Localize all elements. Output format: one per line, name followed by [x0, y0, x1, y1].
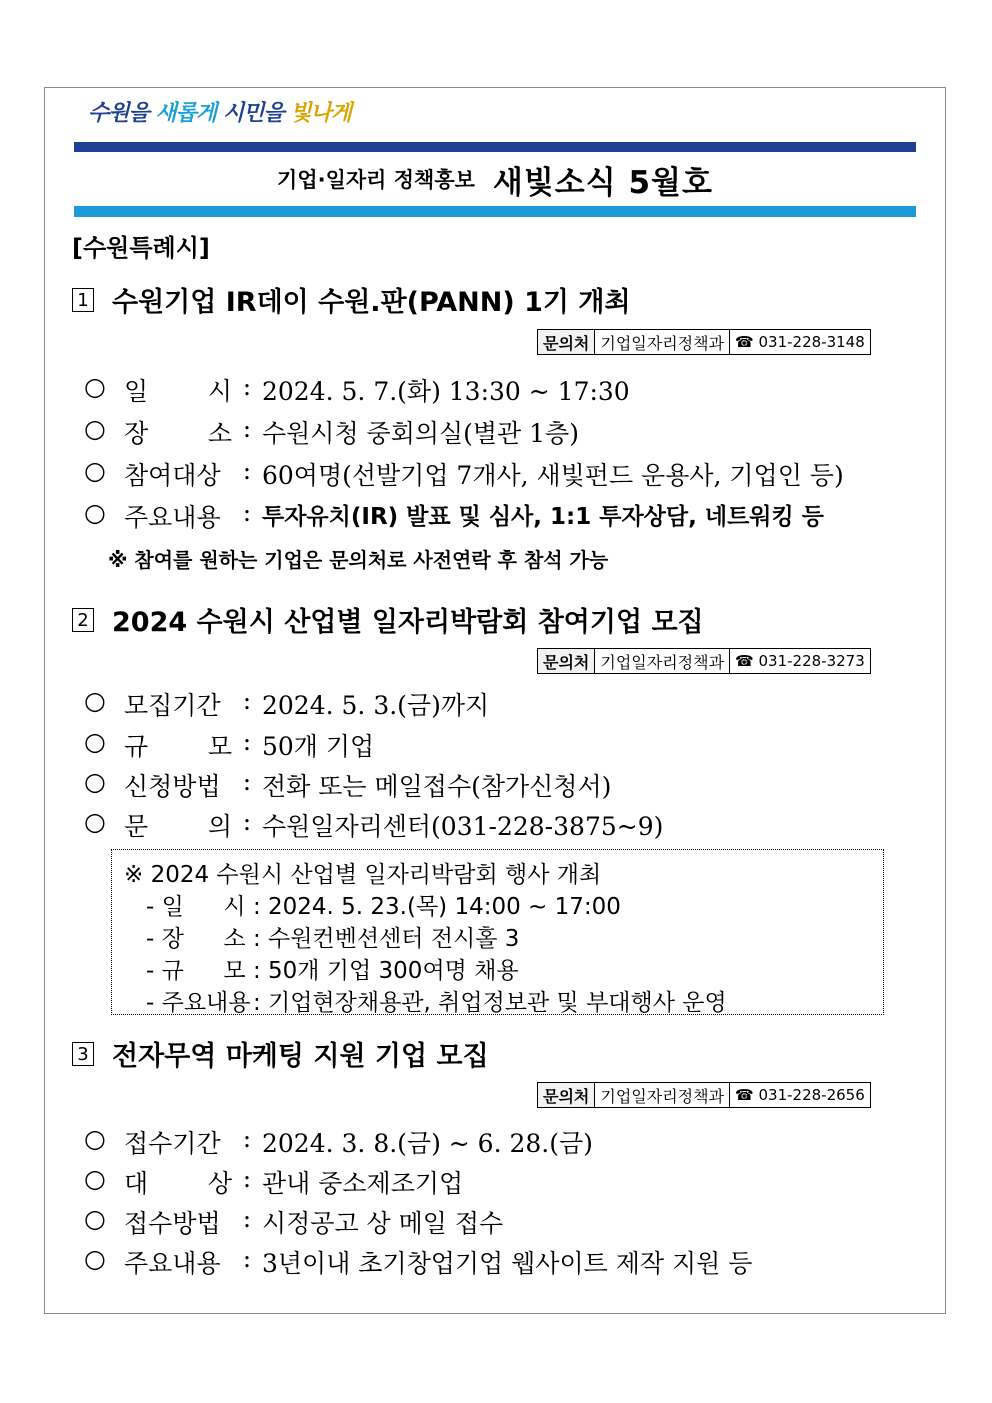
section-2-title: 2 2024 수원시 산업별 일자리박람회 참여기업 모집: [72, 600, 704, 639]
newsletter-banner: [74, 154, 916, 204]
banner-title: 새빛소식 5월호: [492, 164, 713, 201]
header-bar-top: [74, 142, 916, 152]
box-row: - 주요내용 : 기업현장채용관, 취업정보관 및 부대행사 운영: [146, 990, 727, 1016]
header-bar-bottom: [74, 206, 916, 217]
event-info-box: [111, 849, 884, 1015]
phone-number: ☎ 031-228-3273: [735, 652, 865, 670]
list-item: ○ 대 상 : 관내 중소제조기업: [84, 1164, 464, 1198]
list-item: ○ 문 의 : 수원일자리센터(031-228-3875~9): [84, 807, 664, 841]
phone-number: ☎ 031-228-3148: [735, 333, 865, 351]
list-item: ○ 주요내용 : 투자유치(IR) 발표 및 심사, 1:1 투자상담, 네트워킹 등: [84, 498, 824, 532]
list-item: ○ 주요내용 : 3년이내 초기창업기업 웹사이트 제작 지원 등: [84, 1244, 753, 1278]
section-number: 2: [72, 608, 94, 632]
list-item: ○ 장 소 : 수원시청 중회의실(별관 1층): [84, 414, 579, 448]
phone-number: ☎ 031-228-2656: [735, 1086, 865, 1104]
city-label: [수원특례시]: [72, 234, 210, 262]
participation-note: ※ 참여를 원하는 기업은 문의처로 사전연락 후 참석 가능: [108, 548, 609, 572]
list-item: ○ 신청방법 : 전화 또는 메일접수(참가신청서): [84, 767, 612, 801]
section-3-contact: 문의처 기업일자리정책과 ☎ 031-228-2656: [537, 1082, 871, 1108]
section-3-title: 3 전자무역 마케팅 지원 기업 모집: [72, 1034, 489, 1073]
list-item: ○ 접수방법 : 시정공고 상 메일 접수: [84, 1204, 504, 1238]
list-item: ○ 모집기간 : 2024. 5. 3.(금)까지: [84, 686, 490, 720]
banner-subtitle: 기업·일자리 정책홍보: [277, 168, 475, 192]
section-1-contact: 문의처 기업일자리정책과 ☎ 031-228-3148: [537, 329, 871, 355]
section-number: 3: [72, 1042, 94, 1066]
section-2-contact: 문의처 기업일자리정책과 ☎ 031-228-3273: [537, 648, 871, 674]
list-item: ○ 일 시 : 2024. 5. 7.(화) 13:30 ~ 17:30: [84, 372, 630, 406]
box-row: - 일 시 : 2024. 5. 23.(목) 14:00 ~ 17:00: [146, 894, 621, 920]
box-row: - 규 모 : 50개 기업 300여명 채용: [146, 958, 519, 984]
list-item: ○ 접수기간 : 2024. 3. 8.(금) ~ 6. 28.(금): [84, 1124, 593, 1158]
list-item: ○ 참여대상 : 60여명(선발기업 7개사, 새빛펀드 운용사, 기업인 등): [84, 456, 844, 490]
box-heading: ※ 2024 수원시 산업별 일자리박람회 행사 개최: [124, 862, 602, 888]
list-item: ○ 규 모 : 50개 기업: [84, 727, 375, 761]
section-1-title: 1 수원기업 IR데이 수원.판(PANN) 1기 개최: [72, 280, 631, 319]
box-row: - 장 소 : 수원컨벤션센터 전시홀 3: [146, 926, 520, 952]
section-number: 1: [72, 288, 94, 312]
slogan-logo: 수원을 새롭게 시민을 빛나게: [88, 100, 352, 126]
